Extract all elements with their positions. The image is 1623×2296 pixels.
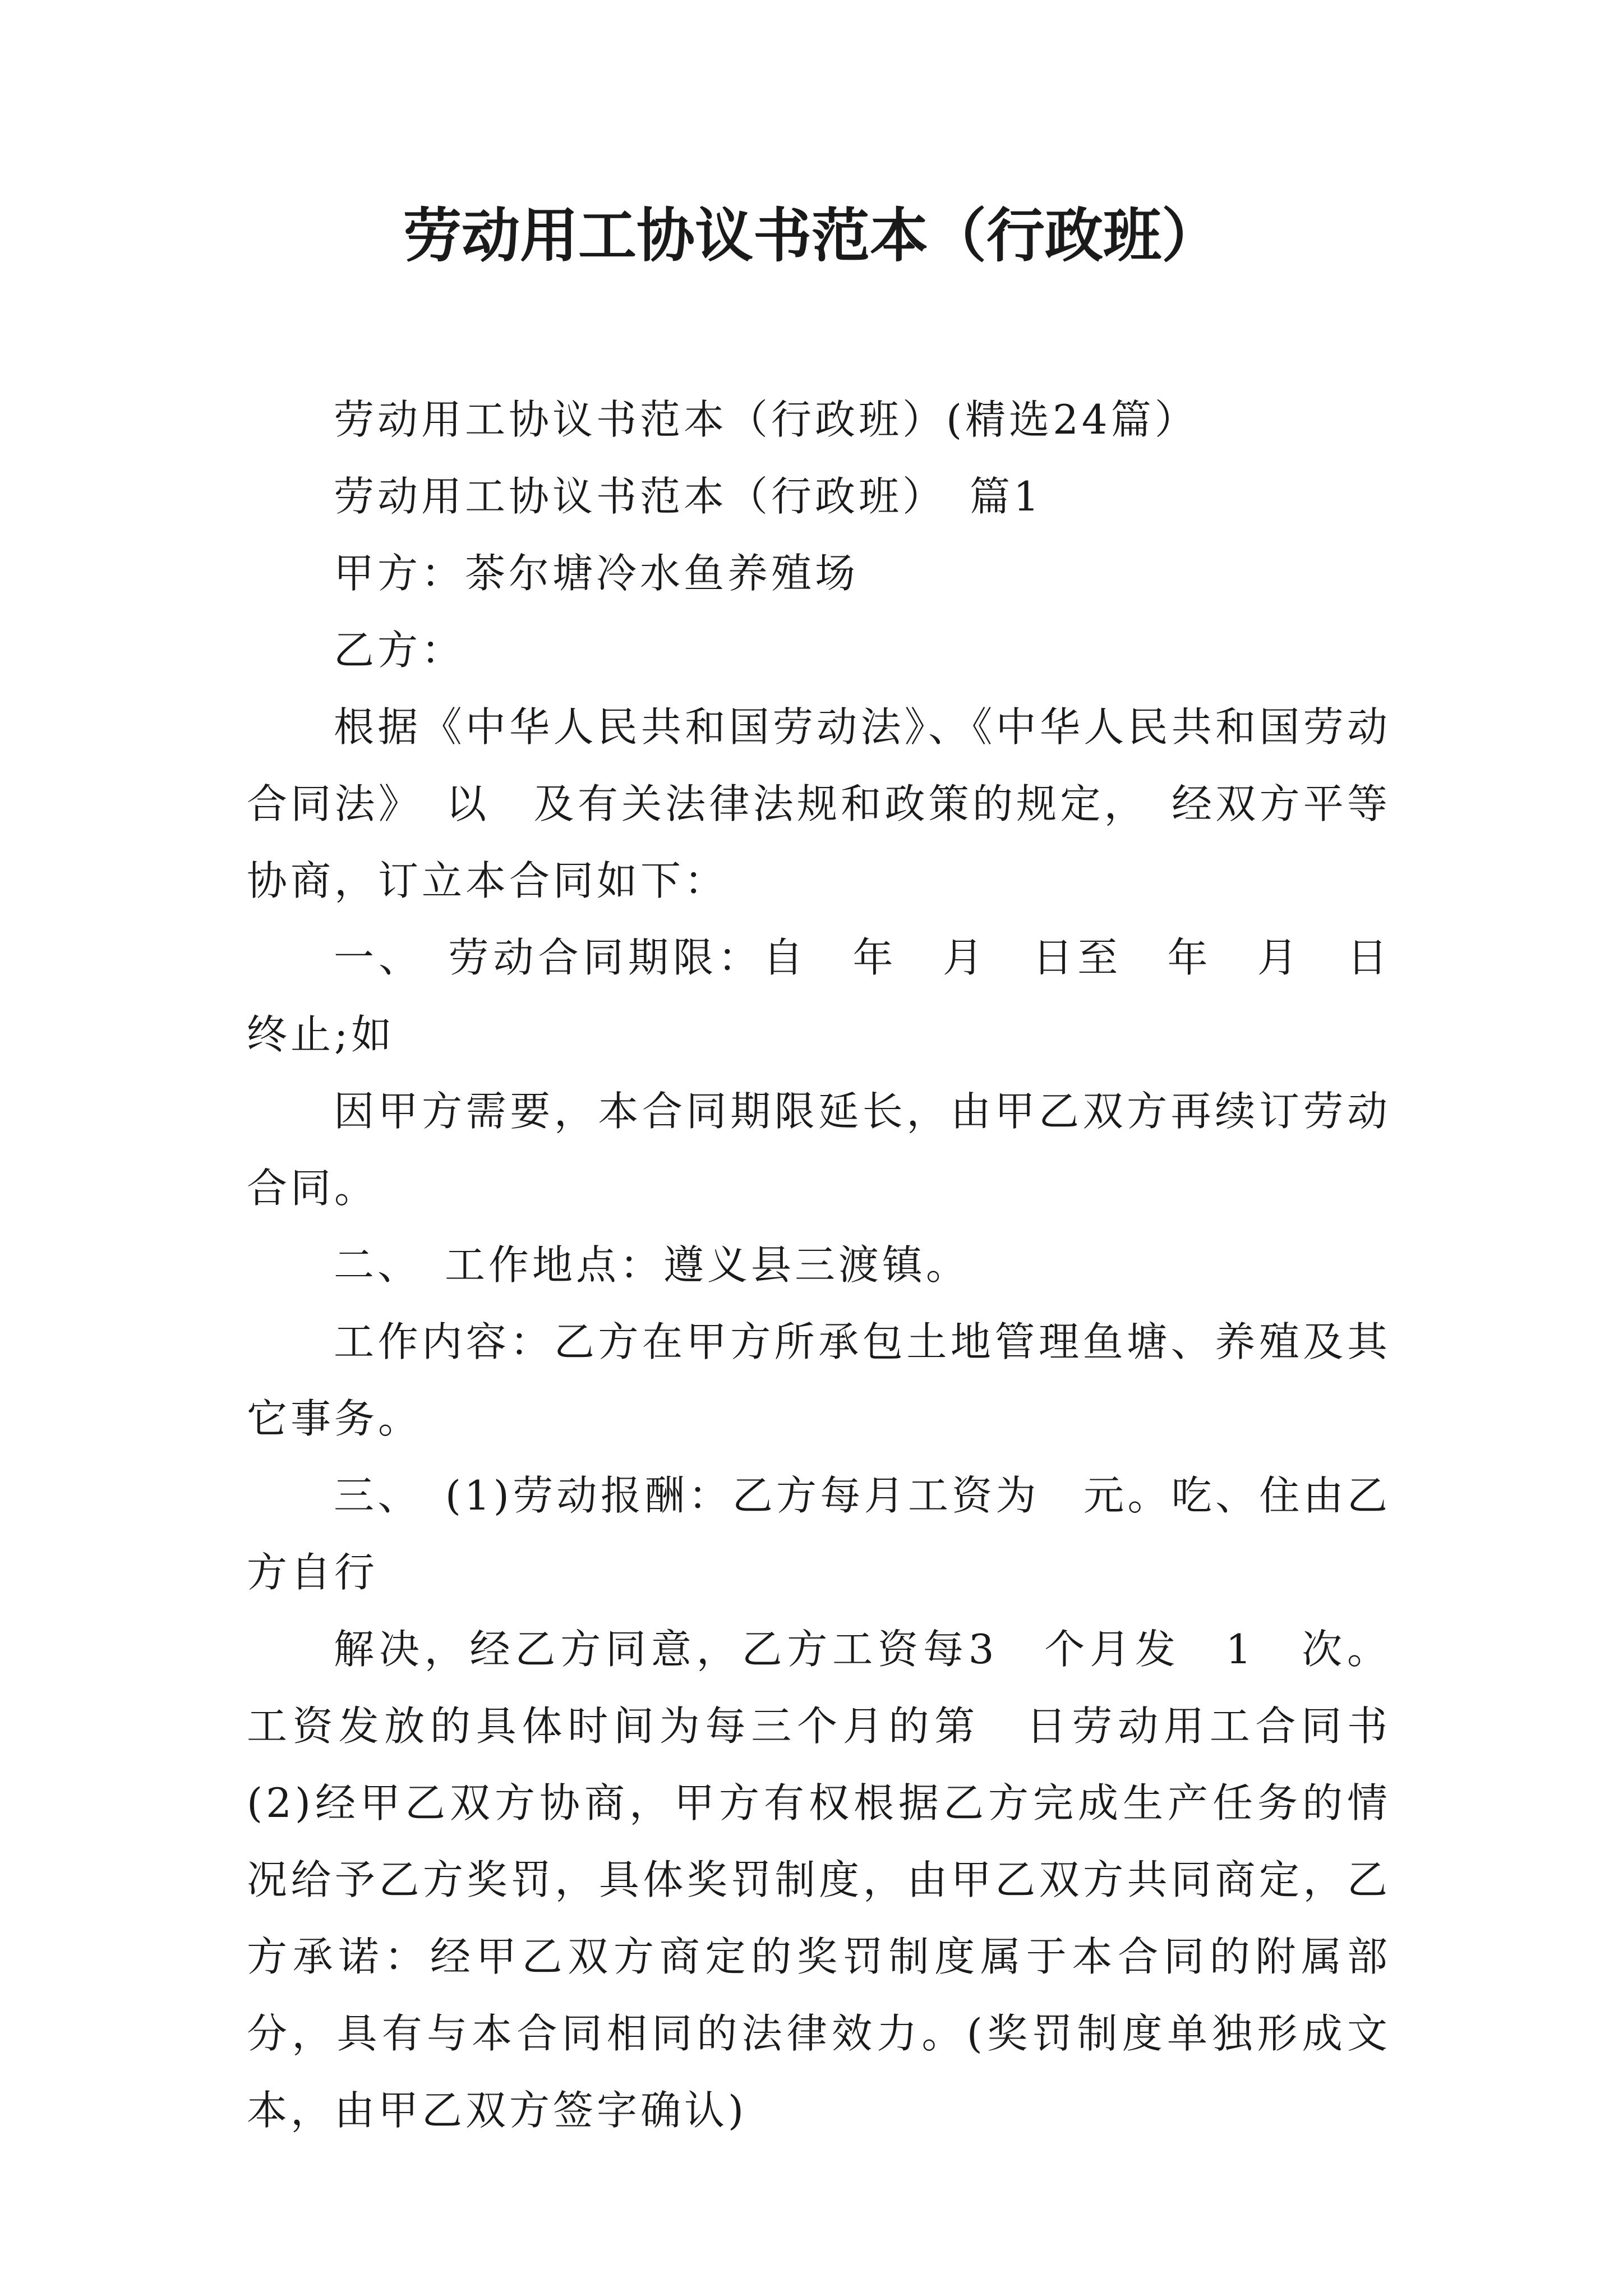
paragraph-party-a: 甲方：茶尔塘冷水鱼养殖场 [334, 550, 859, 597]
paragraph-work-location: 二、 工作地点：遵义县三渡镇。 [334, 1241, 970, 1289]
paragraph-contract-term: 一、 劳动合同期限：自 年 月 日至 年 月 日终止;如 [247, 934, 1391, 1058]
paragraph-remuneration: 三、 (1)劳动报酬：乙方每月工资为 元。吃、住由乙方自行 [247, 1472, 1391, 1596]
paragraph-section-heading: 劳动用工协议书范本（行政班） 篇1 [334, 473, 1043, 520]
paragraph-work-content: 工作内容：乙方在甲方所承包土地管理鱼塘、养殖及其它事务。 [247, 1318, 1391, 1442]
document-title: 劳动用工协议书范本（行政班） [403, 201, 1220, 270]
paragraph-party-b: 乙方： [334, 627, 465, 674]
paragraph-preamble: 根据《中华人民共和国劳动法》、《中华人民共和国劳动合同法》 以 及有关法律法规和政策的规定， 经双方平等协商，订立本合同如下： [247, 703, 1391, 904]
paragraph-contract-extension: 因甲方需要，本合同期限延长，由甲乙双方再续订劳动合同。 [247, 1088, 1391, 1212]
paragraph-subtitle: 劳动用工协议书范本（行政班）(精选24篇） [334, 396, 1198, 443]
document-body [247, 381, 1391, 2149]
paragraph-payment-rewards: 解决，经乙方同意，乙方工资每3 个月发 1 次。工资发放的具体时间为每三个月的第 日劳动用工合同书(2)经甲乙双方协商，甲方有权根据乙方完成生产任务的情况给予乙方奖罚，具体奖罚制度，由甲乙双方共同商定，乙方承诺：经甲乙双方商定的奖罚制度属于本合同的附属部分，具有与本合同相同的法律效力。(奖罚制度单独形成文本，由甲乙双方签字确认) [247, 1626, 1391, 2134]
